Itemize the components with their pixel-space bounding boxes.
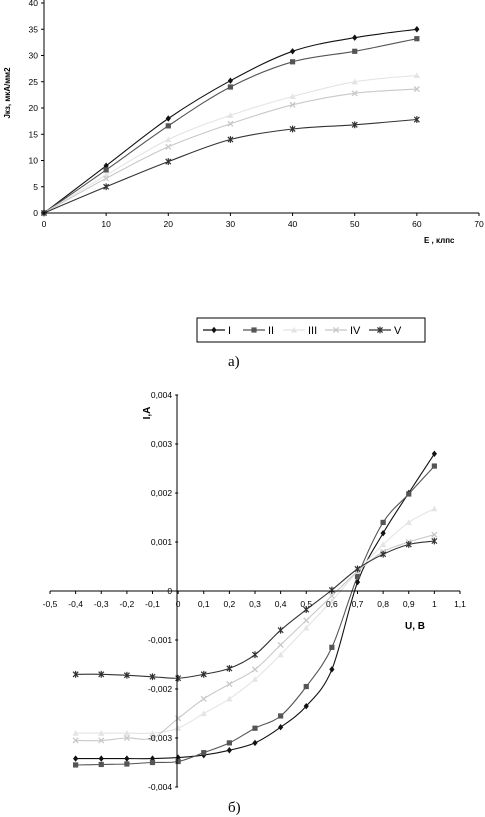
data-point: [278, 724, 283, 730]
series-I: [41, 26, 419, 216]
series-line: [76, 509, 435, 734]
data-point: [228, 78, 233, 84]
data-point: [226, 696, 232, 702]
data-point: [166, 144, 171, 149]
x-tick-label: 40: [287, 219, 298, 229]
x-tick-label: 50: [349, 219, 360, 229]
data-point: [124, 755, 129, 761]
data-point: [406, 491, 411, 496]
series-II: [41, 36, 419, 216]
series-II: [73, 463, 437, 767]
data-point: [227, 740, 232, 745]
data-point: [278, 713, 283, 718]
data-point: [201, 710, 207, 716]
data-point: [406, 519, 412, 525]
data-point: [381, 520, 386, 525]
chart-a-caption: а): [228, 354, 240, 370]
x-tick-label: 70: [474, 219, 484, 229]
data-point: [414, 26, 419, 32]
data-point: [290, 59, 295, 64]
x-tick-label: 0,9: [402, 599, 415, 609]
series-line: [44, 75, 417, 213]
y-tick-label: 0: [33, 208, 38, 218]
y-tick-label: 15: [28, 129, 38, 140]
x-tick-label: 0: [41, 219, 47, 229]
data-point: [150, 760, 155, 765]
data-point: [99, 755, 104, 761]
x-tick-label: -0,2: [119, 599, 135, 609]
chart-a-series-layer: [41, 26, 420, 216]
x-tick-label: 0,6: [325, 599, 338, 609]
y-tick-label: 0,004: [150, 390, 173, 400]
series-V: [41, 116, 419, 216]
x-tick-label: 20: [163, 219, 174, 229]
data-point: [431, 506, 437, 512]
legend-label: V: [394, 325, 402, 337]
series-IV: [41, 87, 419, 216]
chart-a-legend: [197, 318, 425, 342]
series-line: [44, 120, 417, 214]
series-line: [76, 466, 435, 765]
y-tick-label: 0,001: [150, 537, 173, 547]
data-point: [329, 666, 334, 672]
data-point: [166, 123, 171, 128]
y-tick-label: 0,002: [150, 488, 173, 498]
data-point: [104, 167, 109, 172]
chart-b-xlabel: U, B: [405, 621, 425, 632]
chart-b-caption: б): [228, 800, 241, 816]
data-point: [227, 747, 232, 753]
x-tick-label: 0: [175, 599, 181, 609]
chart-a-xlabel: E , клпс: [424, 236, 455, 245]
series-V: [73, 538, 437, 682]
chart-b: [43, 390, 467, 816]
y-tick-label: 30: [28, 50, 38, 61]
chart-a-ylabel: Jкз, мкА/мм2: [3, 67, 12, 119]
legend-marker: [251, 327, 256, 332]
data-point: [104, 183, 109, 190]
y-tick-label: 5: [33, 181, 38, 192]
data-point: [252, 651, 257, 658]
data-point: [166, 115, 171, 121]
data-point: [201, 750, 206, 755]
y-tick-label: -0,004: [148, 782, 173, 792]
x-tick-label: 0,3: [249, 599, 261, 609]
x-tick-label: -0,5: [42, 599, 58, 609]
data-point: [165, 136, 171, 142]
legend-label: IV: [350, 325, 361, 337]
x-tick-label: 30: [225, 219, 236, 229]
y-tick-label: 10: [28, 155, 38, 166]
data-point: [99, 762, 104, 767]
series-III: [73, 506, 438, 736]
data-point: [329, 645, 334, 650]
x-tick-label: 1,1: [454, 599, 466, 609]
data-point: [166, 158, 171, 165]
data-point: [73, 762, 78, 767]
y-tick-label: -0,002: [148, 684, 173, 694]
y-tick-label: 40: [28, 0, 38, 8]
x-tick-label: 0,4: [274, 599, 287, 609]
series-line: [44, 29, 417, 213]
data-point: [432, 463, 437, 468]
chart-a: [3, 0, 484, 370]
y-tick-label: 35: [28, 24, 38, 35]
data-point: [227, 682, 232, 687]
chart-b-ylabel: I,A: [142, 406, 153, 420]
x-tick-label: 0,2: [223, 599, 236, 609]
data-point: [352, 34, 357, 40]
data-point: [176, 759, 181, 764]
x-tick-label: 0,1: [197, 599, 210, 609]
y-tick-label: 0,003: [150, 439, 173, 449]
x-tick-label: 0,7: [351, 599, 364, 609]
legend-label: III: [308, 325, 318, 337]
data-point: [252, 667, 257, 672]
x-tick-label: 0,8: [377, 599, 390, 609]
data-point: [304, 618, 309, 623]
y-tick-label: 20: [28, 103, 38, 113]
data-point: [201, 696, 206, 701]
data-point: [176, 716, 181, 721]
chart-a-ticks: [29, 0, 484, 229]
y-tick-label: -0,003: [148, 733, 173, 743]
data-point: [352, 49, 357, 54]
data-point: [304, 684, 309, 689]
x-tick-label: -0,3: [93, 599, 109, 609]
x-tick-label: 0,5: [300, 599, 313, 609]
chart-b-series-layer: [73, 451, 438, 768]
series-line: [76, 535, 435, 741]
data-point: [278, 642, 283, 647]
x-tick-label: 1: [432, 599, 437, 609]
data-point: [228, 84, 233, 89]
data-point: [73, 755, 78, 761]
series-line: [44, 89, 417, 213]
y-tick-label: 25: [28, 76, 38, 87]
x-tick-label: -0,4: [68, 599, 83, 609]
data-point: [414, 36, 419, 41]
series-III: [41, 72, 420, 215]
data-point: [252, 740, 257, 746]
data-point: [175, 725, 181, 731]
y-tick-label: -0,001: [148, 635, 173, 645]
series-IV: [73, 532, 437, 743]
data-point: [355, 574, 360, 579]
x-tick-label: -0,1: [145, 599, 160, 609]
data-point: [227, 665, 232, 672]
series-line: [44, 39, 417, 213]
data-point: [124, 761, 129, 766]
data-point: [290, 48, 295, 54]
x-tick-label: 60: [412, 219, 422, 229]
x-tick-label: 10: [101, 219, 111, 229]
y-tick-label: 0: [167, 586, 173, 596]
legend-label: I: [228, 325, 232, 337]
legend-label: II: [268, 325, 275, 337]
data-point: [252, 726, 257, 731]
data-point: [278, 627, 283, 634]
